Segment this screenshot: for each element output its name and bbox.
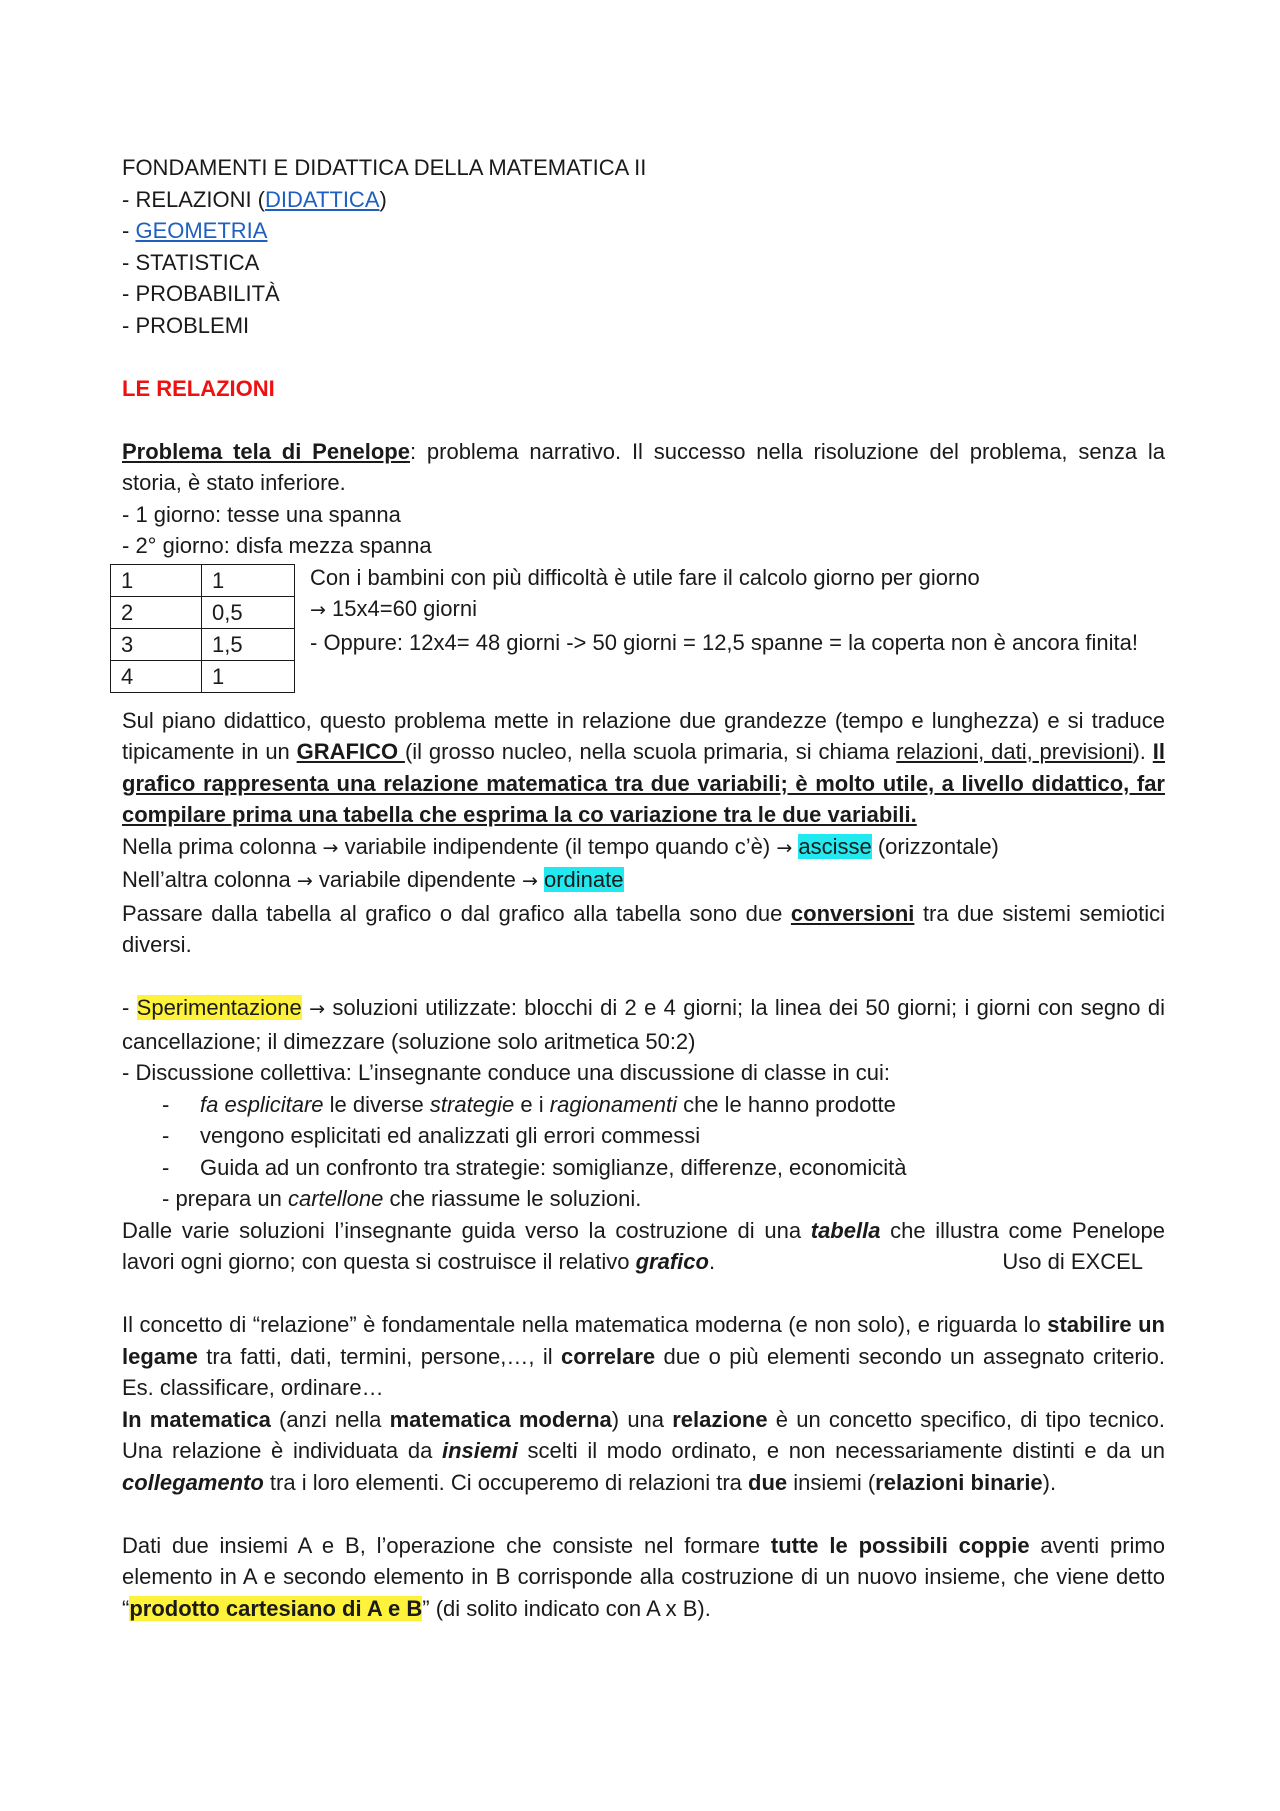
bullet-dash: - [162,1091,170,1117]
italic-term: ragionamenti [549,1091,677,1117]
arrow-right-icon: → [310,599,326,621]
topic-relazioni [122,184,1165,216]
bold-italic-term: collegamento [122,1469,264,1495]
didactic-text: ). [1132,739,1153,764]
didactic-text: Sul piano didattico, questo problema mette in relazione due grandezze (tempo e lunghezza) e si traduce tipicamente in un [122,707,1165,764]
topic-geometria [122,215,1165,247]
line-text: Nell’altra colonna [122,867,297,892]
italic-term: fa esplicitare [200,1091,324,1117]
bullet-dash: - [162,1123,170,1148]
line-text: insiemi ( [787,1469,876,1495]
table-cell: 4 [111,660,202,692]
arrow-right-icon: → [322,836,339,859]
ordinate-highlight: ordinate [544,867,624,892]
document-content [122,152,1165,1624]
side-note-3: - Oppure: 12x4= 48 giorni -> 50 giorni = 12,5 spanne = la coperta non è ancora finita! [310,629,1138,655]
table-cell: 1 [202,564,295,596]
discussion-line: - Discussione collettiva: L’insegnante conduce una discussione di classe in cui: [122,1060,890,1085]
table-cell: 1 [202,660,295,692]
experiment-paragraph [122,992,1165,1057]
ascisse-highlight: ascisse [798,833,872,859]
excel-note: Uso di EXCEL [1002,1249,1143,1274]
tabella-term: tabella [810,1217,881,1243]
line-text: che le hanno prodotte [676,1091,896,1117]
table-row [111,596,295,628]
cartesian-paragraph [122,1530,1165,1625]
conversioni-term: conversioni [790,900,915,926]
penelope-intro [122,436,1165,499]
table-cell: 1,5 [202,628,295,660]
bold-italic-term: insiemi [442,1438,518,1463]
table-row [111,628,295,660]
line-text: che illustra come Penelope lavori ogni giorno; con questa si costruisce il relativo [122,1217,1165,1274]
table-cell: 2 [111,596,202,628]
relazioni-dati-previsioni: relazioni, dati, previsioni [896,739,1133,764]
penelope-side-notes [310,562,1165,659]
penelope-table [110,564,295,693]
line-text: Dati due insiemi A e B, l’operazione che consiste nel formare [122,1532,771,1558]
penelope-title: Problema tela di Penelope [122,438,410,464]
line-text: e i [514,1091,550,1117]
bullet-dash: - [162,1154,170,1180]
final-paragraph [122,1215,1165,1278]
line-text: le diverse [323,1091,430,1117]
line-text: ) una [611,1406,673,1432]
sperimentazione-highlight: Sperimentazione [136,995,302,1020]
line-text: (anzi nella [270,1406,390,1432]
conversion-paragraph [122,898,1165,961]
line-text: tra i loro elementi. Ci occuperemo di relazioni tra [263,1469,749,1495]
line-text: variabile indipendente (il tempo quando c’è) [338,833,777,859]
bold-term: tutte le possibili coppie [770,1532,1030,1558]
list-item [122,1120,1165,1152]
geometria-link[interactable]: GEOMETRIA [135,218,268,243]
line-text: che riassume le soluzioni. [383,1186,642,1211]
didactic-text: (il grosso nucleo, nella scuola primaria, si chiama [404,739,897,764]
line-text: tra due sistemi semiotici diversi. [122,900,1165,957]
table-cell: 1 [111,564,202,596]
line-text: Nella prima colonna [122,833,323,859]
line-text: ). [1042,1469,1057,1495]
table-row [111,660,295,692]
line-text: . [708,1249,716,1274]
topic-suffix: ) [379,186,387,212]
bold-term: relazione [672,1406,768,1432]
penelope-table-block [122,562,1165,689]
list-item [122,1152,1165,1184]
bullet-text: Guida ad un confronto tra strategie: somiglianze, differenze, economicità [200,1154,907,1180]
line-text: (orizzontale) [871,833,999,859]
arrow-right-icon: → [521,870,538,892]
penelope-day2: - 2° giorno: disfa mezza spanna [122,533,432,558]
penelope-day1: - 1 giorno: tesse una spanna [122,501,401,527]
table-row [111,564,295,596]
topic-probabilita: - PROBABILITÀ [122,281,280,306]
cartellone-line [122,1183,1165,1215]
line-text: ” (di solito indicato con A x B). [422,1595,711,1621]
line-text: aventi primo elemento in A e secondo elemento in B corrisponde alla costruzione di un nuovo insieme, che viene detto “ [122,1532,1165,1621]
line-text: variabile dipendente [312,867,522,892]
arrow-right-icon: → [776,836,793,859]
bold-term: In matematica [122,1406,271,1432]
line-text: è un concetto specifico, di tipo tecnico. Una relazione è individuata da [122,1406,1166,1463]
line-text: Il concetto di “relazione” è fondamentale nella matematica moderna (e non solo), e riguarda lo [122,1312,1048,1337]
didactic-bold-statement: Il grafico rappresenta una relazione matematica tra due variabili; è molto utile, a livello didattico, far compilare prima una tabella che esprima la co variazione tra le due variabili. [122,739,1166,827]
line-text: due o più elementi secondo un assegnato criterio. Es. classificare, ordinare… [122,1343,1165,1400]
bullet-text [200,1089,896,1121]
didattica-link[interactable]: DIDATTICA [265,186,380,212]
list-item [122,1089,1165,1121]
side-note-2 [310,593,1165,627]
italic-term: cartellone [287,1186,384,1211]
math-definition-paragraph [122,1404,1165,1499]
topic-statistica: - STATISTICA [122,249,260,275]
didactic-paragraph [122,705,1165,831]
arrow-right-icon: → [296,870,313,892]
cartesian-product-highlight: prodotto cartesiano di A e B [129,1595,423,1621]
bullet-text: vengono esplicitati ed analizzati gli errori commessi [200,1123,701,1148]
penelope-intro-text: : problema narrativo. Il successo nella risoluzione del problema, senza la storia, è stato inferiore. [122,438,1165,495]
line-text: Passare dalla tabella al grafico o dal grafico alla tabella sono due [122,900,791,926]
bold-term: due [748,1469,788,1495]
second-column-line [122,864,1165,898]
bold-term: stabilire un legame [122,1312,1165,1369]
italic-term: strategie [429,1091,515,1117]
grafico-term: GRAFICO [296,739,405,764]
side-note-1: Con i bambini con più difficoltà è utile fare il calcolo giorno per giorno [310,564,980,590]
line-text: - [122,995,137,1020]
line-text: tra fatti, dati, termini, persone,…, il [197,1343,561,1369]
course-title: FONDAMENTI E DIDATTICA DELLA MATEMATICA II [122,155,647,180]
section-title: LE RELAZIONI [122,375,275,401]
table-cell: 0,5 [202,596,295,628]
line-text: - prepara un [162,1186,288,1211]
bold-term: relazioni binarie [875,1469,1043,1495]
concept-paragraph [122,1309,1165,1404]
topic-prefix: - [122,218,136,243]
bold-term: correlare [560,1343,656,1369]
first-column-line [122,831,1165,865]
bold-term: matematica moderna [389,1406,612,1432]
table-cell: 3 [111,628,202,660]
line-text: soluzioni utilizzate: blocchi di 2 e 4 giorni; la linea dei 50 giorni; i giorni con segno di cancellazione; il dimezzare (soluzione solo aritmetica 50:2) [122,995,1165,1054]
grafico-italic-term: grafico [635,1249,709,1274]
side-note-2-text: 15x4=60 giorni [325,596,477,621]
line-text: Dalle varie soluzioni l’insegnante guida verso la costruzione di una [122,1217,811,1243]
arrow-right-icon: → [309,998,326,1020]
topic-prefix: - RELAZIONI ( [122,186,266,212]
line-text: scelti il modo ordinato, e non necessariamente distinti e da un [517,1438,1165,1463]
topic-problemi: - PROBLEMI [122,312,250,338]
